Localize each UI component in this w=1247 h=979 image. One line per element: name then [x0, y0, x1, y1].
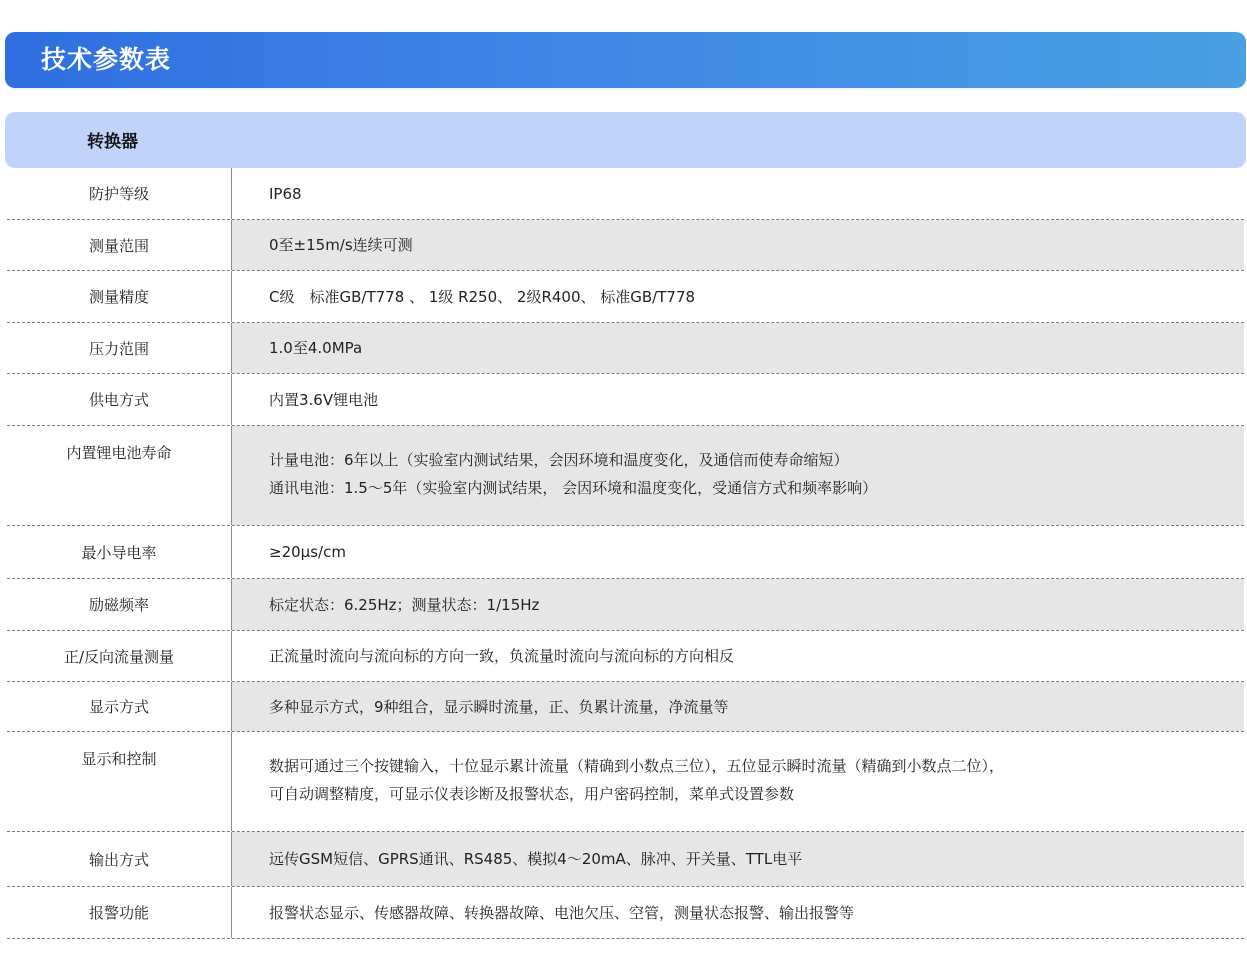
- value-line: 远传GSM短信、GPRS通讯、RS485、模拟4～20mA、脉冲、开关量、TTL电平: [269, 850, 803, 868]
- row-value: [231, 526, 1244, 578]
- table-row: [7, 631, 1244, 682]
- table-row: [7, 832, 1244, 887]
- value-line: 多种显示方式，9种组合，显示瞬时流量，正、负累计流量，净流量等: [269, 697, 729, 716]
- section-title: 转换器: [87, 132, 138, 152]
- value-line: C级 标准GB/T778 、 1级 R250、 2级R400、 标准GB/T778: [269, 287, 696, 306]
- table-row: [7, 271, 1244, 323]
- row-value: [231, 732, 1244, 831]
- section-header: [5, 112, 1246, 168]
- value-line: 计量电池：6年以上（实验室内测试结果，会因环境和温度变化，及通信而使寿命缩短）: [269, 451, 849, 469]
- table-row: [7, 426, 1244, 526]
- row-value: [231, 631, 1244, 681]
- value-line: 通讯电池：1.5～5年（实验室内测试结果， 会因环境和温度变化，受通信方式和频率影响）: [269, 479, 878, 497]
- table-row: [7, 526, 1244, 579]
- row-value: [231, 168, 1244, 219]
- value-line: 内置3.6V锂电池: [269, 390, 379, 409]
- spec-table: [7, 168, 1244, 939]
- row-label: 防护等级: [88, 185, 149, 203]
- table-row: [7, 323, 1244, 374]
- row-value: [231, 682, 1244, 731]
- row-value: [231, 832, 1244, 886]
- row-label: 报警功能: [88, 904, 149, 922]
- table-row: [7, 168, 1244, 220]
- table-row: [7, 220, 1244, 271]
- row-value: [231, 220, 1244, 270]
- row-label: 压力范围: [88, 339, 149, 358]
- page-title: 技术参数表: [41, 45, 172, 74]
- value-line: 0至±15m/s连续可测: [269, 236, 413, 254]
- row-label: 内置锂电池寿命: [66, 444, 172, 462]
- title-bar: [5, 32, 1246, 88]
- value-line: IP68: [269, 184, 302, 203]
- row-label: 测量精度: [88, 288, 149, 306]
- value-line: 1.0至4.0MPa: [269, 339, 363, 357]
- row-label: 最小导电率: [81, 543, 157, 562]
- row-label: 输出方式: [88, 850, 149, 869]
- row-value: [231, 426, 1244, 525]
- value-line: 可自动调整精度，可显示仪表诊断及报警状态，用户密码控制，菜单式设置参数: [269, 785, 795, 803]
- value-line: 正流量时流向与流向标的方向一致，负流量时流向与流向标的方向相反: [269, 647, 735, 665]
- row-label: 测量范围: [88, 236, 149, 255]
- row-label: 显示和控制: [81, 750, 157, 768]
- table-row: [7, 374, 1244, 426]
- row-label: 正/反向流量测量: [63, 647, 175, 666]
- table-row: [7, 732, 1244, 832]
- row-label: 励磁频率: [88, 596, 149, 614]
- value-line: 标定状态：6.25Hz；测量状态：1/15Hz: [269, 595, 540, 614]
- row-label: 显示方式: [88, 698, 149, 716]
- table-row: [7, 682, 1244, 732]
- row-value: [231, 579, 1244, 630]
- row-value: [231, 887, 1244, 938]
- row-value: [231, 271, 1244, 322]
- row-value: [231, 374, 1244, 425]
- table-row: [7, 579, 1244, 631]
- table-row: [7, 887, 1244, 939]
- value-line: 报警状态显示、传感器故障、转换器故障、电池欠压、空管，测量状态报警、输出报警等: [269, 903, 855, 922]
- row-value: [231, 323, 1244, 373]
- row-label: 供电方式: [88, 391, 149, 409]
- value-line: ≥20μs/cm: [269, 543, 346, 561]
- value-line: 数据可通过三个按键输入，十位显示累计流量（精确到小数点三位），五位显示瞬时流量（精确到小数点二位），: [269, 757, 1005, 775]
